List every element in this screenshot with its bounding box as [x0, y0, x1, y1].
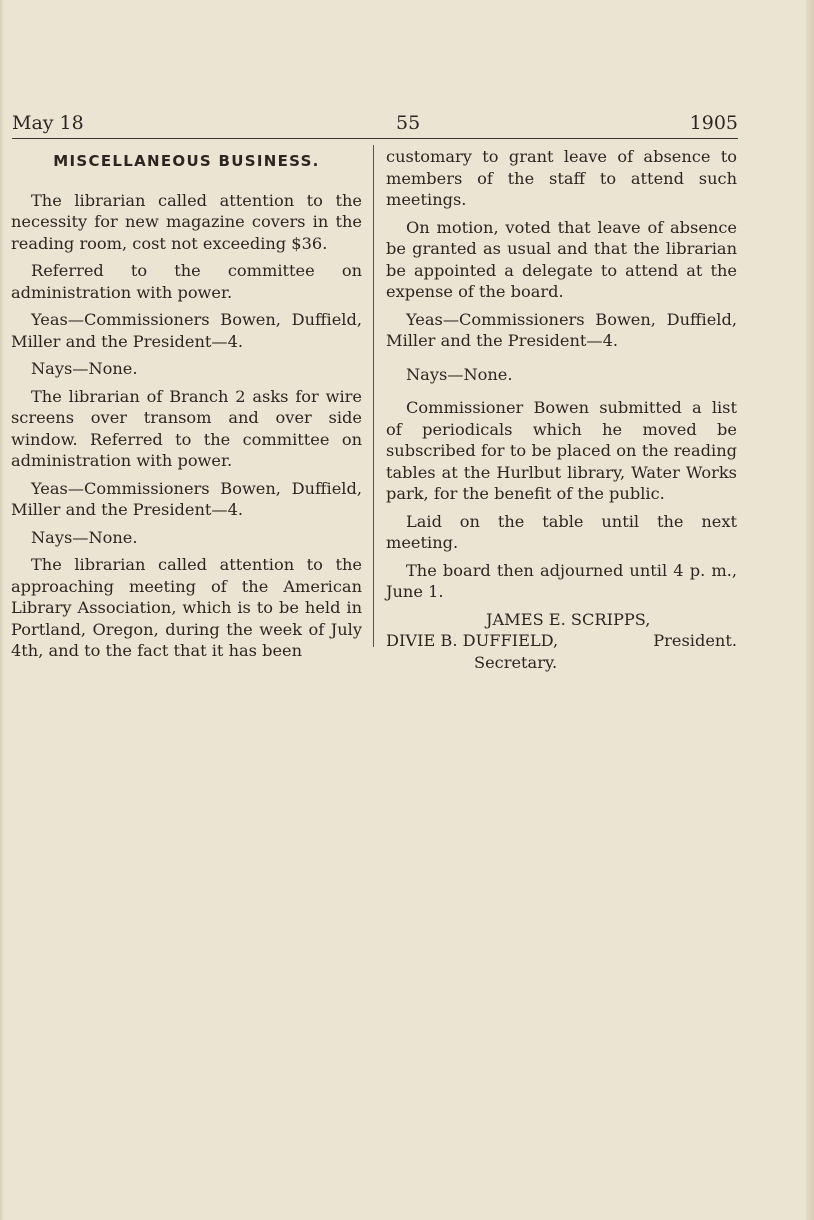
paragraph: Yeas—Commissioners Bowen, Duffield, Miller and the President—4.: [386, 309, 737, 350]
secretary-name: DIVIE B. DUFFIELD,: [386, 631, 559, 650]
paragraph: The librarian called attention to the necessity for new magazine covers in the reading room, cost not exceeding $36.: [11, 190, 362, 253]
paragraph: Nays—None.: [406, 364, 513, 384]
page-left-edge: [0, 0, 4, 1220]
secretary-title: Secretary.: [474, 652, 558, 672]
paragraph: The board then adjourned until 4 p. m., June 1.: [386, 560, 737, 601]
page-header: [12, 112, 738, 138]
page-right-edge: [806, 0, 814, 1220]
paragraph: Commissioner Bowen submitted a list of periodicals which he moved be subscribed for to be placed on the reading tables at the Hurlbut library, Water Works park, for the benefit of the public.: [386, 398, 737, 503]
page-number: 55: [396, 112, 421, 134]
column-divider: [373, 145, 374, 647]
paragraph: The librarian called attention to the approaching meeting of the American Library Association, which is to be held in Portland, Oregon, during the week of July 4th, and to the fact that it has been: [11, 555, 362, 660]
section-title: MISCELLANEOUS BUSINESS.: [53, 152, 320, 170]
president-name: JAMES E. SCRIPPS,: [486, 609, 651, 629]
header-rule: [12, 138, 738, 139]
header-year: 1905: [689, 112, 738, 134]
paragraph: On motion, voted that leave of absence be granted as usual and that the librarian be appointed a delegate to attend at the expense of the board.: [386, 217, 737, 301]
paragraph: customary to grant leave of absence to members of the staff to attend such meetings.: [386, 147, 737, 209]
right-column: [386, 146, 737, 673]
paragraph: Nays—None.: [31, 527, 138, 547]
paragraph: Referred to the committee on administration with power.: [11, 261, 362, 302]
paragraph: Yeas—Commissioners Bowen, Duffield, Miller and the President—4.: [11, 310, 362, 351]
paragraph: Nays—None.: [31, 359, 138, 378]
president-title: President.: [653, 631, 737, 650]
paragraph: Laid on the table until the next meeting.: [386, 511, 737, 552]
header-date: May 18: [12, 112, 84, 134]
paragraph: The librarian of Branch 2 asks for wire screens over transom and over side window. Referred to the committee on administration with power.: [11, 386, 362, 470]
left-column: [11, 146, 362, 668]
paragraph: Yeas—Commissioners Bowen, Duffield, Miller and the President—4.: [11, 478, 362, 519]
signature-block: [386, 609, 737, 674]
